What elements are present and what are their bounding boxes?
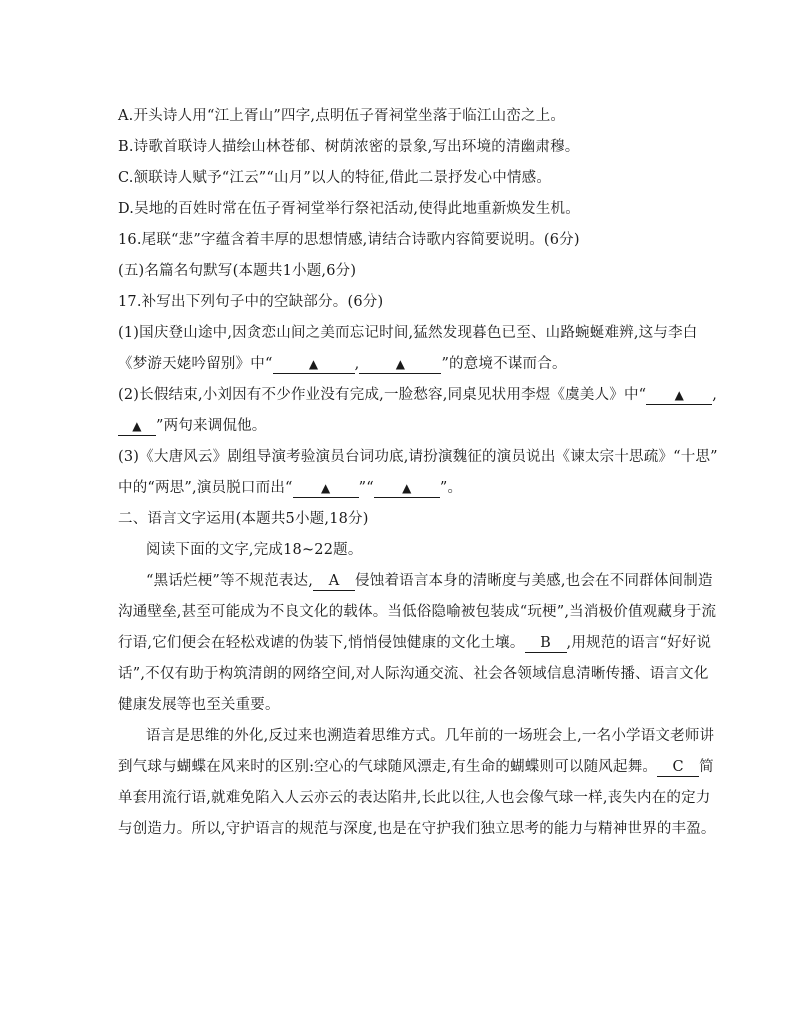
para2-line2 [118,757,714,777]
q17-part3-line2 [118,478,462,498]
q17-part1-text-c: ”的意境不谋而合。 [441,356,567,372]
option-b: B.诗歌首联诗人描绘山林苍郁、树荫浓密的景象,写出环境的清幽肃穆。 [118,139,580,155]
part2-heading: 二、语言文字运用(本题共5小题,18分) [118,511,369,527]
answer-blank[interactable] [273,356,355,374]
para1-text-c: 行语,它们便会在轻松戏谑的伪装下,悄悄侵蚀健康的文化土壤。 [118,635,525,651]
question-17-stem: 17.补写出下列句子中的空缺部分。(6分) [118,294,384,310]
q17-part2-text-c: ”两句来调侃他。 [156,418,267,434]
para2-text-b: 简 [699,759,714,775]
q17-part3-line1: (3)《大唐风云》剧组导演考验演员台词功底,请扮演魏征的演员说出《谏太宗十思疏》“十思” [118,449,718,465]
para1-text-d: ,用规范的语言“好好说 [566,635,712,651]
option-a: A.开头诗人用“江上胥山”四字,点明伍子胥祠堂坐落于临江山峦之上。 [118,108,566,124]
q17-part2-line2 [118,416,267,436]
option-d: D.吴地的百姓时常在伍子胥祠堂举行祭祀活动,使得此地重新焕发生机。 [118,201,580,217]
reading-instruction: 阅读下面的文字,完成18~22题。 [146,542,363,558]
answer-blank[interactable] [359,356,441,374]
triangle-marker: ▲ [308,357,319,371]
triangle-marker: ▲ [402,481,412,495]
q17-part3-text-a: 中的“两思”,演员脱口而出“ [118,480,293,496]
q17-part1-line2 [118,354,567,374]
triangle-marker: ▲ [320,481,331,495]
q17-part1-text-b: , [354,356,360,372]
triangle-marker: ▲ [395,357,406,371]
para1-line1 [146,571,713,591]
q17-part3-text-c: ”。 [439,480,463,496]
blank-c[interactable]: C [657,759,699,777]
para1-text-b: 侵蚀着语言本身的清晰度与美感,也会在不同群体间制造 [355,573,713,589]
para1-line5: 健康发展等也至关重要。 [118,697,280,713]
answer-blank[interactable] [374,480,440,498]
para2-line4: 与创造力。所以,守护语言的规范与深度,也是在守护我们独立思考的能力与精神世界的丰盈。 [118,821,716,837]
para1-line3 [118,633,711,653]
blank-b[interactable]: B [525,635,567,653]
para2-text-a: 到气球与蝴蝶在风来时的区别:空心的气球随风漂走,有生命的蝴蝶则可以随风起舞。 [118,759,658,775]
answer-blank[interactable] [293,480,359,498]
option-c: C.颔联诗人赋予“江云”“山月”以人的特征,借此二景抒发心中情感。 [118,170,552,186]
q17-part2-text-a: (2)长假结束,小刘因有不少作业没有完成,一脸愁容,同桌见状用李煜《虞美人》中“ [118,387,647,403]
section-5-heading: (五)名篇名句默写(本题共1小题,6分) [118,263,357,279]
answer-blank[interactable] [118,418,156,436]
q17-part2-line1 [118,385,717,405]
q17-part1-line1: (1)国庆登山途中,因贪恋山间之美而忘记时间,猛然发现暮色已至、山路蜿蜒难辨,这与李白 [118,325,698,341]
blank-a[interactable]: A [313,573,355,591]
para1-line4: 话”,不仅有助于构筑清朗的网络空间,对人际沟通交流、社会各领域信息清晰传播、语言文化 [118,666,709,682]
q17-part1-text-a: 《梦游天姥吟留别》中“ [118,356,273,372]
triangle-marker: ▲ [132,419,142,433]
q17-part2-text-b: , [712,387,718,403]
triangle-marker: ▲ [674,388,684,402]
para1-text-a: “黑话烂梗”等不规范表达, [146,573,314,589]
para2-line1: 语言是思维的外化,反过来也溯造着思维方式。几年前的一场班会上,一名小学语文老师讲 [146,728,715,744]
question-16: 16.尾联“悲”字蕴含着丰厚的思想情感,请结合诗歌内容简要说明。(6分) [118,232,580,248]
q17-part3-text-b: ”“ [358,480,374,496]
answer-blank[interactable] [646,387,712,405]
para1-line2: 沟通壁垒,甚至可能成为不良文化的载体。当低俗隐喻被包装成“玩梗”,当消极价值观藏身于流 [118,604,717,620]
para2-line3: 单套用流行语,就难免陷入人云亦云的表达陷井,长此以往,人也会像气球一样,丧失内在的定力 [118,790,711,806]
